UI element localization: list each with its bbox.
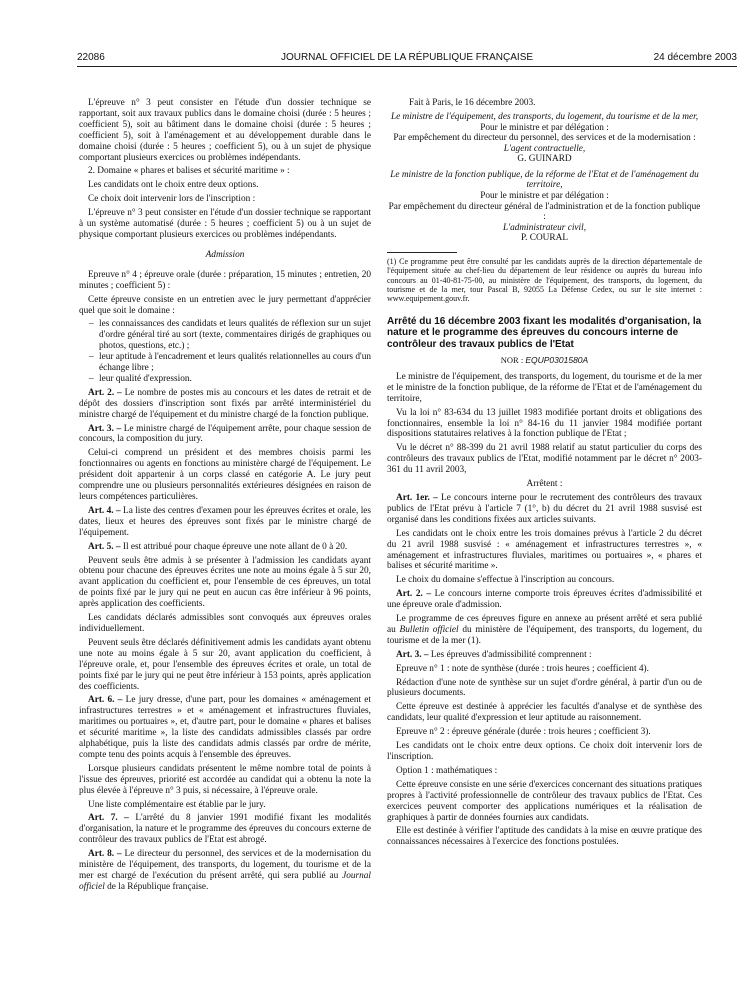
- paragraph: Rédaction d'une note de synthèse sur un sujet d'ordre général, à partir d'un ou de plusieurs documents.: [387, 677, 702, 699]
- page-number: 22086: [77, 52, 105, 63]
- paragraph: Peuvent seuls être déclarés définitivement admis les candidats ayant obtenu une note au moins égale à 5 sur 20, avant application du coefficient, à l'épreuve orale, et, pour l'ensemble des épreuves écrites et orale, un total de points fixé par le jury qui ne peut être inférieur à 153 points, après application des coefficients.: [79, 637, 371, 692]
- nor-label: NOR :: [500, 355, 526, 366]
- article-4: [79, 506, 371, 539]
- article-label: Art. 6. –: [88, 695, 123, 706]
- article-text: Il est attribué pour chaque épreuve une note allant de 0 à 20.: [122, 541, 348, 552]
- article-label: Art. 8. –: [88, 849, 122, 860]
- article-2: [79, 388, 371, 421]
- article-2: [387, 589, 702, 611]
- article-text: L'arrêté du 8 janvier 1991 modifié fixant les modalités d'organisation, la nature et le programme des épreuves du concours externe de contrôleur des travaux publics de l'Etat est abrogé.: [79, 813, 372, 846]
- paragraph: Vu le décret n° 88-399 du 21 avril 1988 relatif au statut particulier du corps des contrôleurs des travaux publics de l'Etat, modifié notamment par le décret n° 2003-361 du 11 avril 2003,: [387, 443, 702, 476]
- article-text: Le directeur du personnel, des services et de la modernisation du ministère de l'équipement, des transports, du logement, du tourisme et de la mer est chargé de l'exécution du présent arrêté, qui sera publié au: [79, 849, 371, 881]
- article-text: Le concours interne pour le recrutement des contrôleurs des travaux publics de l'Etat prévu à l'article 7 (1°, b) du décret du 21 avril 1988 susvisé est organisé dans les conditions fixées aux articles suivants.: [387, 492, 702, 525]
- article-text: de la République française.: [104, 881, 209, 892]
- signing-place-date: Fait à Paris, le 16 décembre 2003.: [409, 98, 536, 108]
- list-item: – leur aptitude à l'encadrement et leurs qualités relationnelles au cours d'un échange libre ;: [79, 352, 371, 374]
- article-3: [79, 424, 371, 446]
- paragraph: Ce choix doit intervenir lors de l'inscription :: [88, 194, 256, 205]
- paragraph: Les candidats déclarés admissibles sont convoqués aux épreuves orales individuellement.: [79, 613, 371, 634]
- paragraph: L'épreuve n° 3 peut consister en l'étude d'un dossier technique se rapportant à un système automatisé (durée : 5 heures ; coefficient 5) ou à un sujet de physique comportant plusieurs exercices ou problèmes indépendants.: [79, 208, 371, 240]
- paragraph: Cette épreuve est destinée à apprécier les facultés d'analyse et de synthèse des candidats, leur qualité d'expression et leur aptitude au raisonnement.: [387, 702, 702, 724]
- paragraph: Cette épreuve consiste en un entretien avec le jury permettant d'apprécier quel que soit le domaine :: [79, 294, 371, 316]
- paragraph: [387, 614, 702, 647]
- right-column: [387, 98, 702, 851]
- header-rule: [77, 66, 737, 67]
- article-label: Art. 4. –: [88, 505, 121, 516]
- criteria-list: [79, 319, 371, 384]
- article-label: Art. 1er. –: [396, 492, 438, 503]
- paragraph: Le choix du domaine s'effectue à l'inscription au concours.: [396, 575, 615, 586]
- article-label: Art. 7. –: [88, 813, 129, 824]
- signatory-name: P. COURAL: [520, 233, 568, 244]
- section-heading-admission: Admission: [205, 249, 245, 260]
- issue-date: 24 décembre 2003: [653, 52, 737, 63]
- article-label: Art. 3. –: [396, 649, 429, 660]
- signature-block-fonction-publique: [387, 170, 702, 244]
- article-text: Le programme de ces épreuves figure en annexe au présent arrêté et sera publié au: [387, 614, 702, 635]
- page-header: [77, 52, 737, 66]
- article-label: Art. 3. –: [88, 423, 122, 434]
- list-item: – leur qualité d'expression.: [79, 374, 371, 385]
- article-text: Le nombre de postes mis au concours et les dates de retrait et de dépôt des dossiers d'inscription sont fixés par arrêté interministériel du ministre chargé de l'équipement et du ministre chargé de la fonction publique.: [79, 387, 372, 420]
- article-text: Le ministre chargé de l'équipement arrête, pour chaque session de concours, la composition du jury.: [79, 423, 372, 445]
- paragraph: Cette épreuve consiste en une série d'exercices concernant des situations pratiques propres à l'activité professionnelle de contrôleur des travaux publics de l'Etat. Ces exercices peuvent comporter des applications numériques et la réalisation de graphiques à partir de données fournies aux candidats.: [387, 779, 702, 823]
- article-label: Art. 2. –: [88, 387, 122, 398]
- paragraph: 2. Domaine « phares et balises et sécurité maritime » :: [88, 166, 290, 177]
- paragraph: Celui-ci comprend un président et des membres choisis parmi les fonctionnaires ou agents en fonctions au ministère chargé de l'équipement. Le président doit appartenir à un corps classé en catégorie A. Le jury peut comprendre une ou plusieurs personnalités extérieures désignées en raison de leurs compétences particulières.: [79, 448, 371, 502]
- publication-name: Journal officiel: [79, 871, 371, 892]
- delegation-line: Pour le ministre et par délégation :: [480, 191, 609, 202]
- footnote-rule: [387, 252, 457, 253]
- footnote: (1) Ce programme peut être consulté par les candidats auprès de la direction départementale de l'équipement située au chef-lieu du département de leur résidence ou auprès du bureau info concours au 01-40-81-75-00, au ministère de l'équipement, des transports, du logement, du tourisme et de la mer, tour Pascal B, 92055 La Défense Cedex, ou sur le site internet : www.equipement.gouv.fr.: [387, 257, 702, 304]
- paragraph: Elle est destinée à vérifier l'aptitude des candidats à la mise en œuvre pratique des connaissances nécessaires à l'exercice des fonctions postulées.: [387, 826, 702, 848]
- article-1: [387, 493, 702, 526]
- article-text: du ministère de l'équipement, des transports, du logement, du tourisme et de la mer (1).: [387, 624, 703, 646]
- signatory-name: G. GUINARD: [517, 154, 572, 165]
- article-6: [79, 695, 371, 760]
- paragraph: Option 1 : mathématiques :: [396, 765, 498, 776]
- paragraph: Les candidats ont le choix entre deux options. Ce choix doit intervenir lors de l'inscription.: [387, 741, 702, 763]
- article-label: Art. 2. –: [396, 589, 432, 600]
- signatory-title: Le ministre de la fonction publique, de la réforme de l'Etat et de l'aménagement du territoire,: [390, 169, 699, 191]
- delegation-line: Par empêchement du directeur du personnel, des services et de la modernisation :: [393, 133, 696, 144]
- article-text: La liste des centres d'examen pour les épreuves écrites et orale, les dates, lieux et heures des épreuves sont fixés par le ministre chargé de l'équipement.: [79, 505, 372, 538]
- paragraph: Une liste complémentaire est établie par le jury.: [88, 799, 266, 810]
- paragraph: Les candidats ont le choix entre deux options.: [88, 180, 259, 191]
- delegation-line: Par empêchement du directeur général de l'administration et de la fonction publique :: [388, 201, 701, 223]
- left-column: [79, 98, 371, 896]
- paragraph: Peuvent seuls être admis à se présenter à l'admission les candidats ayant obtenu pour chacune des épreuves écrites une note au moins égale à 5 sur 20, avant application du coefficient et, pour l'ensemble de ces épreuves, un total de points fixé par le jury qui ne peut en aucun cas être inférieur à 96 points, après application des coefficients.: [79, 555, 371, 610]
- article-text: Le concours interne comporte trois épreuves écrites d'admissibilité et une épreuve orale d'admission.: [387, 589, 703, 611]
- paragraph: Les candidats ont le choix entre les trois domaines prévus à l'article 2 du décret du 21 avril 1988 susvisé : « aménagement et infrastructures terrestres », « aménagement et infrastructures fluviales, maritimes ou portuaires », « phares et balises et sécurité maritime ».: [387, 528, 702, 572]
- article-8: [79, 849, 371, 893]
- article-text: Les épreuves d'admissibilité comprennent :: [430, 649, 592, 660]
- article-3: [387, 650, 702, 661]
- paragraph: Epreuve n° 1 : note de synthèse (durée : trois heures ; coefficient 4).: [396, 663, 649, 674]
- paragraph: Epreuve n° 2 : épreuve générale (durée : trois heures ; coefficient 3).: [396, 727, 651, 738]
- paragraph: Le ministre de l'équipement, des transports, du logement, du tourisme et de la mer et le ministre de la fonction publique, de la réforme de l'Etat et de l'aménagement du territoire,: [387, 371, 702, 404]
- list-item: – les connaissances des candidats et leurs qualités de réflexion sur un sujet d'ordre général tiré au sort (texte, commentaires dirigés de graphiques ou photos, questions, etc.) ;: [79, 319, 371, 352]
- nor-code: EQUP0301580A: [525, 355, 589, 366]
- signatory-role: L'agent contractuelle,: [503, 143, 586, 154]
- paragraph: Lorsque plusieurs candidats présentent le même nombre total de points à l'issue des épreuves, priorité est accordée au candidat qui a obtenu la note la plus élevée à l'épreuve n° 3 puis, si nécessaire, à l'épreuve orale.: [79, 763, 371, 796]
- signature-block-equipement: [387, 112, 702, 165]
- signatory-role: L'administrateur civil,: [502, 222, 587, 233]
- article-7: [79, 813, 371, 846]
- nor-reference: [387, 355, 702, 366]
- article-label: Art. 5. –: [88, 541, 121, 552]
- article-5: [79, 542, 371, 553]
- paragraph: Epreuve n° 4 ; épreuve orale (durée : préparation, 15 minutes ; entretien, 20 minutes ; coefficient 5) :: [79, 269, 371, 291]
- signatory-title: Le ministre de l'équipement, des transports, du logement, du tourisme et de la mer,: [390, 111, 699, 122]
- arretent-heading: Arrêtent :: [526, 479, 563, 490]
- arrete-title: Arrêté du 16 décembre 2003 fixant les modalités d'organisation, la nature et le programme des épreuves du concours interne de contrôleur des travaux publics de l'Etat: [387, 315, 702, 350]
- publication-name: Bulletin officiel: [399, 624, 459, 635]
- article-text: Le jury dresse, d'une part, pour les domaines « aménagement et infrastructures terrestres » et « aménagement et infrastructures fluviales, maritimes ou portuaires », et, d'autre part, pour le domaine « phares et balises et sécurité maritime », la liste des candidats admissibles classés par ordre alphabétique, puis la liste des candidats admis classés par ordre de mérite, compte tenu des points acquis à l'ensemble des épreuves.: [79, 695, 372, 760]
- paragraph: L'épreuve n° 3 peut consister en l'étude d'un dossier technique se rapportant, soit aux travaux publics dans le domaine choisi (durée : 5 heures ; coefficient 5), soit au bâtiment dans le domaine choisi (durée : 5 heures ; coefficient 5), soit à l'aménagement et au développement durable dans le domaine choisi (durée : 5 heures ; coefficient 5), ou à un sujet de physique comportant plusieurs exercices ou problèmes indépendants.: [79, 98, 371, 163]
- paragraph: Vu la loi n° 83-634 du 13 juillet 1983 modifiée portant droits et obligations des fonctionnaires, ensemble la loi n° 84-16 du 11 janvier 1984 modifiée portant dispositions statutaires relatives à la fonction publique de l'Etat ;: [387, 407, 702, 440]
- delegation-line: Pour le ministre et par délégation :: [480, 122, 609, 133]
- journal-title: JOURNAL OFFICIEL DE LA RÉPUBLIQUE FRANÇAISE: [280, 52, 534, 63]
